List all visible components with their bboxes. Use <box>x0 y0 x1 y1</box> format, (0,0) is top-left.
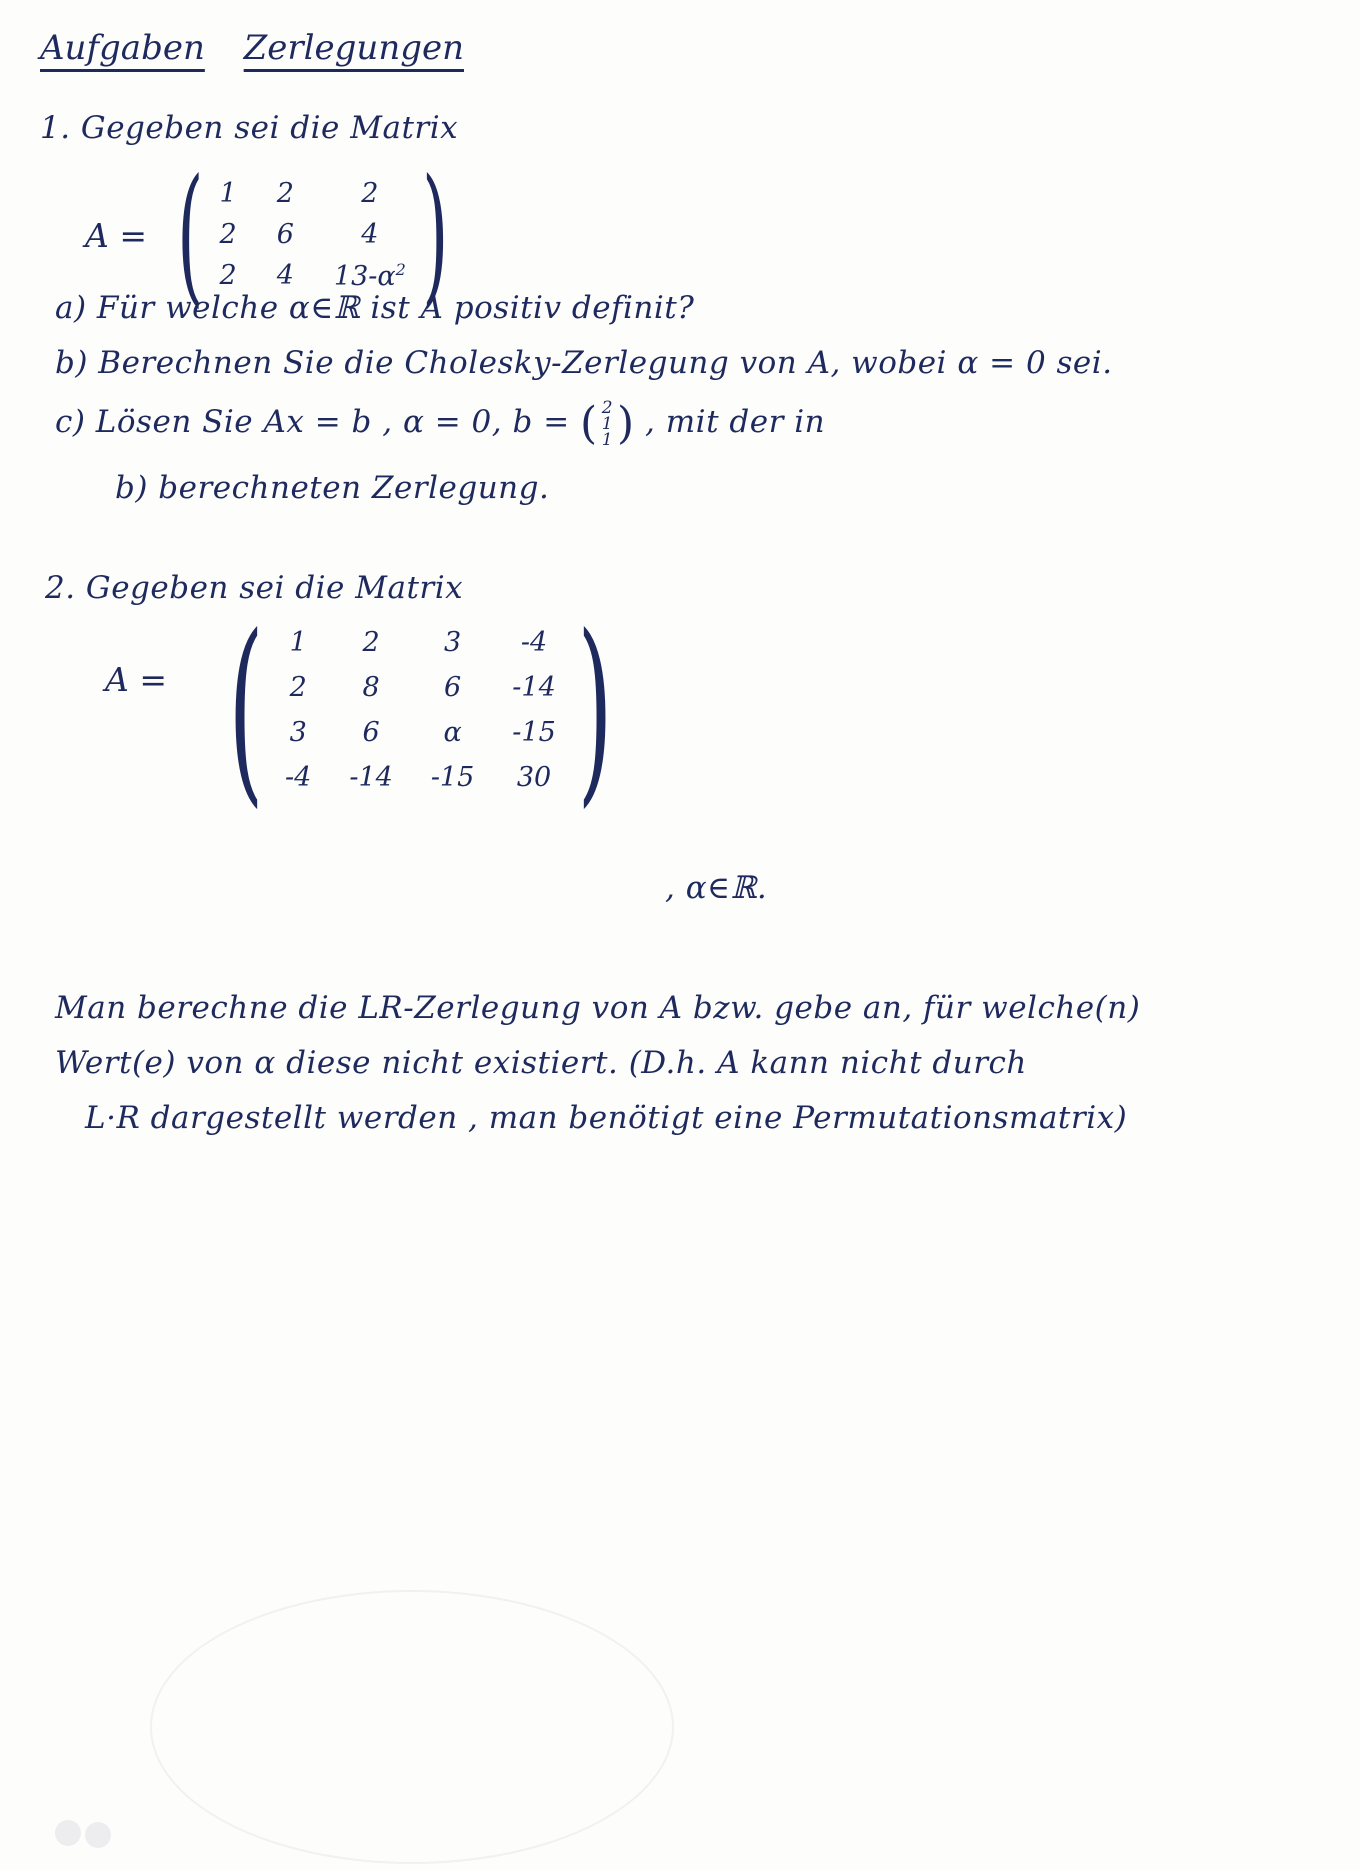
right-paren: ) <box>577 593 613 826</box>
task2-text-line-1: Man berechne die LR-Zerlegung von A bzw. gebe an, für welche(n) <box>55 990 1141 1026</box>
task2-intro: 2. Gegeben sei die Matrix <box>45 570 464 606</box>
alpha-exponent: 2 <box>395 260 406 279</box>
task1-intro: 1. Gegeben sei die Matrix <box>40 110 459 146</box>
matrix-cell: 4 <box>276 260 294 291</box>
matrix-cell: 6 <box>276 219 294 250</box>
matrix-cell: 2 <box>362 627 380 658</box>
matrix-cell: $13-\alpha^2$ <box>333 260 406 292</box>
matrix-cell: 6 <box>362 717 380 748</box>
task2-text-line-2: Wert(e) von α diese nicht existiert. (D.h. A kann nicht durch <box>55 1045 1027 1081</box>
task2-text-line-3: L·R dargestellt werden , man benötigt eine Permutationsmatrix) <box>85 1100 1128 1136</box>
matrix-cell: 3 <box>443 627 462 658</box>
matrix-cell: 8 <box>362 672 380 703</box>
matrix-cell: 30 <box>516 762 552 793</box>
matrix-cell: 4 <box>361 219 379 250</box>
matrix-cell: 2 <box>219 219 237 250</box>
task1-part-a: a) Für welche α∈ℝ ist A positiv definit? <box>55 290 695 326</box>
page-title <box>40 28 492 68</box>
paper-mark <box>85 1822 111 1848</box>
matrix-cell: 3 <box>289 717 307 748</box>
title-word-1: Aufgaben <box>40 28 205 68</box>
left-paren: ( <box>177 148 204 322</box>
task1-part-c: c) Lösen Sie Ax = b , α = 0, b = ( 2 1 1 ) , mit der in <box>55 397 826 450</box>
matrix-cell: 2 <box>276 178 294 209</box>
matrix-cell: 2 <box>219 260 237 291</box>
matrix-cell: 1 <box>289 627 307 658</box>
matrix-cell: -14 <box>512 672 556 703</box>
task1-part-b: b) Berechnen Sie die Cholesky-Zerlegung von A, wobei α = 0 sei. <box>55 345 1113 381</box>
task2-alpha-domain: , α∈ℝ. <box>665 870 768 906</box>
task1-part-c-cont: b) berechneten Zerlegung. <box>115 470 550 506</box>
matrix-cell: 2 <box>361 178 379 209</box>
matrix-cell: -4 <box>520 627 548 658</box>
task1-part-c-post: , mit der in <box>634 404 826 440</box>
paper-watermark <box>150 1590 674 1864</box>
task1-b-vector: 2 1 1 <box>601 397 614 450</box>
task1-part-c-pre: c) Lösen Sie Ax = b , α = 0, b = <box>55 404 581 440</box>
matrix-cell: -15 <box>512 717 556 748</box>
matrix-cell: -15 <box>430 762 475 793</box>
matrix-cell: 1 <box>219 178 237 209</box>
left-paren: ( <box>228 593 264 826</box>
task2-matrix-grid <box>285 627 556 793</box>
right-paren: ) <box>421 148 449 322</box>
paper-mark <box>55 1820 81 1846</box>
title-word-2: Zerlegungen <box>243 28 465 68</box>
task2-matrix <box>105 593 634 826</box>
matrix-cell: 2 <box>289 672 307 703</box>
matrix-cell: α <box>443 717 462 748</box>
matrix-cell: -4 <box>285 762 312 793</box>
matrix-cell: 6 <box>443 672 462 703</box>
matrix-cell: -14 <box>349 762 393 793</box>
task1-matrix-grid <box>220 178 406 292</box>
task1-matrix-label: A = <box>85 215 147 255</box>
task2-matrix-label: A = <box>105 660 167 699</box>
